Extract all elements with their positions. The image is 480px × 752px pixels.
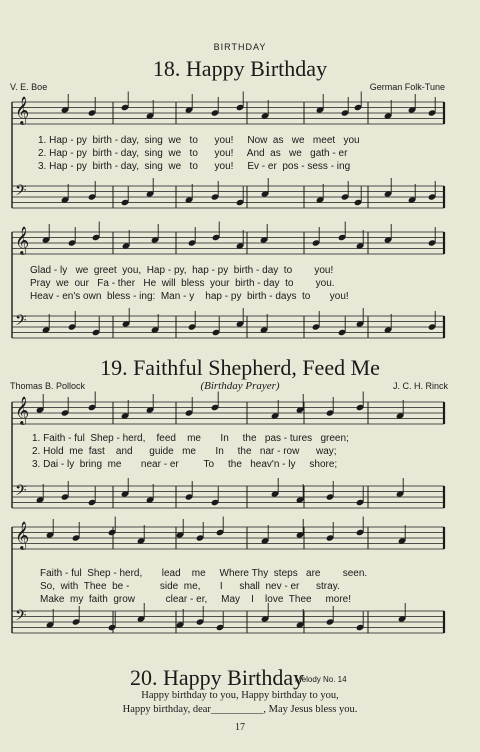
hymn-20-line-1: Happy birthday to you, Happy birthday to you, xyxy=(141,690,339,701)
hymn-19-s1-verse-2: 2. Hold me fast and guide me In the nar - row way; xyxy=(32,446,337,457)
hymn-20-title: 20. Happy Birthday xyxy=(130,665,305,690)
hymn-18-s2-verse-3: Heav - en's own bless - ing: Man - y hap - py birth - days to you! xyxy=(30,291,349,302)
h19-s2-treble-clef: 𝄞 xyxy=(15,521,30,549)
h19-s1-treble-clef: 𝄞 xyxy=(15,396,30,424)
hymn-18-s2-verse-2: Pray we our Fa - ther He will bless your birth - day to you. xyxy=(30,278,335,289)
hymn-19-title: 19. Faithful Shepherd, Feed Me xyxy=(100,355,380,380)
hymn-18-s1-verse-3: 3. Hap - py birth - day, sing we to you! Ev - er pos - sess - ing xyxy=(38,161,351,172)
hymn-19-s2-verse-2: So, with Thee be - side me, I shall nev - er stray. xyxy=(40,581,340,592)
hymn-20-melody-note: Melody No. 14 xyxy=(295,675,347,684)
h18-s2-treble-clef: 𝄞 xyxy=(15,226,30,254)
h18-s1-treble-clef: 𝄞 xyxy=(15,96,30,124)
hymn-19-s1-verse-3: 3. Dai - ly bring me near - er To the heav'n - ly shore; xyxy=(32,459,338,470)
hymn-18-author: V. E. Boe xyxy=(10,82,48,92)
hymn-19-s2-verse-3: Make my faith grow clear - er, May I love Thee more! xyxy=(40,594,352,605)
hymn-19-s1-verse-1: 1. Faith - ful Shep - herd, feed me In the pas - tures green; xyxy=(32,433,349,444)
hymn-18-s2-verse-1: Glad - ly we greet you, Hap - py, hap - py birth - day to you! xyxy=(30,265,334,276)
h19-s2-bass-clef: 𝄢 xyxy=(15,607,27,628)
hymn-19-s2-verse-1: Faith - ful Shep - herd, lead me Where Thy steps are seen. xyxy=(40,568,368,579)
h19-s1-bass-clef: 𝄢 xyxy=(15,482,27,503)
hymn-20-line-2: Happy birthday, dear__________, May Jesus bless you. xyxy=(122,704,358,715)
hymn-19-composer: J. C. H. Rinck xyxy=(392,381,448,391)
hymn-18-s1-verse-1: 1. Hap - py birth - day, sing we to you! Now as we meet you xyxy=(38,135,360,146)
hymn-18-title: 18. Happy Birthday xyxy=(152,56,328,81)
section-label: BIRTHDAY xyxy=(213,42,267,52)
hymn-18-composer: German Folk-Tune xyxy=(369,82,445,92)
hymn-18-s1-verse-2: 2. Hap - py birth - day, sing we to you! And as we gath - er xyxy=(38,148,348,159)
hymn-19-author: Thomas B. Pollock xyxy=(10,381,86,391)
hymn-19-subtitle: (Birthday Prayer) xyxy=(200,380,280,392)
h18-s2-bass-clef: 𝄢 xyxy=(15,312,27,333)
h18-s1-bass-clef: 𝄢 xyxy=(15,182,27,203)
page-number: 17 xyxy=(235,722,245,733)
